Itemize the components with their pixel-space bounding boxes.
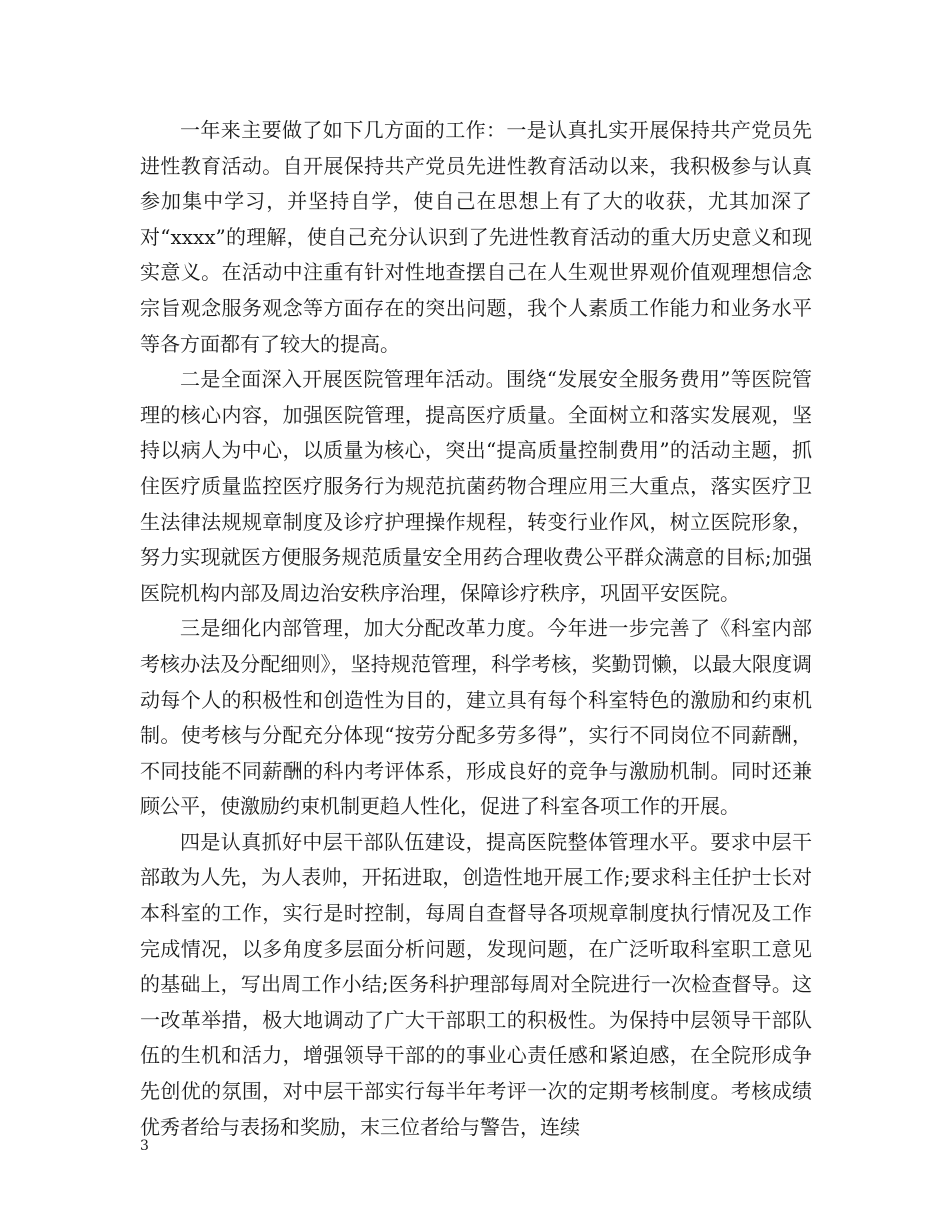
body-text: [140, 113, 812, 1145]
paragraph-1: 一年来主要做了如下几方面的工作：一是认真扎实开展保持共产党员先进性教育活动。自开展保持共产党员先进性教育活动以来，我积极参与认真参加集中学习，并坚持自学，使自己在思想上有了大的收获，尤其加深了对“xxxx”的理解，使自己充分认识到了先进性教育活动的重大历史意义和现实意义。在活动中注重有针对性地查摆自己在人生观世界观价值观理想信念宗旨观念服务观念等方面存在的突出问题，我个人素质工作能力和业务水平等各方面都有了较大的提高。: [140, 118, 812, 356]
paragraph-3: 三是细化内部管理，加大分配改革力度。今年进一步完善了《科室内部考核办法及分配细则》，坚持规范管理，科学考核，奖勤罚懒，以最大限度调动每个人的积极性和创造性为目的，建立具有每个科室特色的激励和约束机制。使考核与分配充分体现“按劳分配多劳多得”，实行不同岗位不同薪酬，不同技能不同薪酬的科内考评体系，形成良好的竞争与激励机制。同时还兼顾公平，使激励约束机制更趋人性化，促进了科室各项工作的开展。: [140, 616, 812, 819]
page-number: 3: [140, 1138, 149, 1154]
paragraph-4: 四是认真抓好中层干部队伍建设，提高医院整体管理水平。要求中层干部敢为人先，为人表帅，开拓进取，创造性地开展工作;要求科主任护士长对本科室的工作，实行是时控制，每周自查督导各项规章制度执行情况及工作完成情况，以多角度多层面分析问题，发现问题，在广泛听取科室职工意见的基础上，写出周工作小结;医务科护理部每周对全院进行一次检查督导。这一改革举措，极大地调动了广大干部职工的积极性。为保持中层领导干部队伍的生机和活力，增强领导干部的的事业心责任感和紧迫感，在全院形成争先创优的氛围，对中层干部实行每半年考评一次的定期考核制度。考核成绩优秀者给与表扬和奖励，末三位者给与警告，连续: [140, 829, 812, 1139]
paragraph-2: 二是全面深入开展医院管理年活动。围绕“发展安全服务费用”等医院管理的核心内容，加强医院管理，提高医疗质量。全面树立和落实发展观，坚持以病人为中心，以质量为核心，突出“提高质量控制费用”的活动主题，抓住医疗质量监控医疗服务行为规范抗菌药物合理应用三大重点，落实医疗卫生法律法规规章制度及诊疗护理操作规程，转变行业作风，树立医院形象，努力实现就医方便服务规范质量安全用药合理收费公平群众满意的目标;加强医院机构内部及周边治安秩序治理，保障诊疗秩序，巩固平安医院。: [140, 367, 812, 605]
